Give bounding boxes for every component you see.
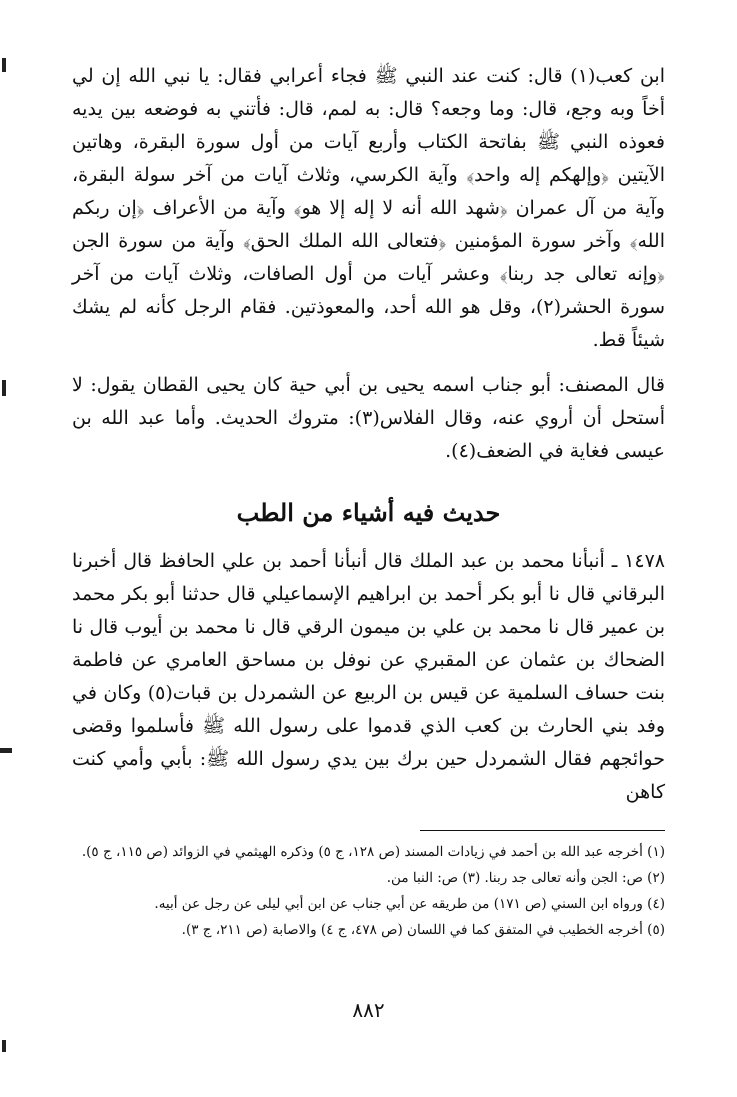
paragraph-author-comment: قال المصنف: أبو جناب اسمه يحيى بن أبي حية كان يحيى القطان يقول: لا أستحل أن أروي عنه، وقال الفلاس(٣): متروك الحديث. وأما عبد الله بن عيسى فغاية في الضعف(٤). [72, 374, 665, 462]
paragraph-hadith-continuation: ابن كعب(١) قال: كنت عند النبي ﷺ فجاء أعرابي فقال: يا نبي الله إن لي أخاً وبه وجع، قال: وما وجعه؟ قال: به لمم، قال: فأتني به فوضعه بين يديه فعوذه النبي ﷺ بفاتحة الكتاب وأربع آيات من أول سورة البقرة، وهاتين الآيتين ﴿وإلهكم إله واحد﴾ وآية الكرسي، وثلاث آيات من آخر سولة البقرة، وآية من آل عمران ﴿شهد الله أنه لا إله إلا هو﴾ وآية من الأعراف ﴿إن ربكم الله﴾ وآخر سورة المؤمنين ﴿فتعالى الله الملك الحق﴾ وآية من سورة الجن ﴿وإنه تعالى جد ربنا﴾ وعشر آيات من أول الصافات، وثلاث آيات من آخر سورة الحشر(٢)، وقل هو الله أحد، والمعوذتين. فقام الرجل كأنه لم يشك شيئاً قط. [72, 65, 666, 351]
margin-mark-middle [0, 748, 12, 753]
footnotes [72, 830, 665, 943]
footnote-5: (٥) أخرجه الخطيب في المتفق كما في اللسان (ص ٤٧٨، ج ٤) والاصابة (ص ٢١١، ج ٣). [181, 922, 665, 938]
footnote-4: (٤) ورواه ابن السني (ص ١٧١) من طريقه عن أبي جناب عن ابن أبي ليلى عن رجل عن أبيه. [154, 896, 665, 912]
main-text [72, 60, 665, 809]
footnote-2-3: (٢) ص: الجن وأنه تعالى جد ربنا. (٣) ص: النبا من. [386, 870, 665, 886]
margin-mark-bottom [2, 1040, 6, 1052]
margin-mark-top [2, 58, 6, 72]
footnote-1: (١) أخرجه عبد الله بن أحمد في زيادات المسند (ص ١٢٨، ج ٥) وذكره الهيثمي في الزوائد (ص ١١٥، ج ٥). [81, 844, 665, 860]
page-number: ٨٨٢ [352, 998, 385, 1022]
footnote-separator [420, 830, 665, 831]
paragraph-hadith-1478: ١٤٧٨ ـ أنبأنا محمد بن عبد الملك قال أنبأنا أحمد بن علي الحافظ قال أخبرنا البرقاني قال نا أبو بكر أحمد بن ابراهيم الإسماعيلي قال حدثنا أبو بكر محمد بن عمير قال نا محمد بن علي بن ميمون الرقي قال نا محمد بن أيوب قال نا الضحاك بن عثمان عن المقبري عن نوفل بن مساحق العامري عن فاطمة بنت حساف السلمية عن قيس بن الربيع عن الشمردل بن قبات(٥) وكان في وفد بني الحارث بن كعب الذي قدموا على رسول الله ﷺ فأسلموا وقضى حوائجهم فقال الشمردل حين برك بين يدي رسول الله ﷺ: بأبي وأمي كنت كاهن [72, 550, 666, 803]
margin-mark-upper [2, 380, 6, 396]
section-heading: حديث فيه أشياء من الطب [236, 498, 501, 527]
